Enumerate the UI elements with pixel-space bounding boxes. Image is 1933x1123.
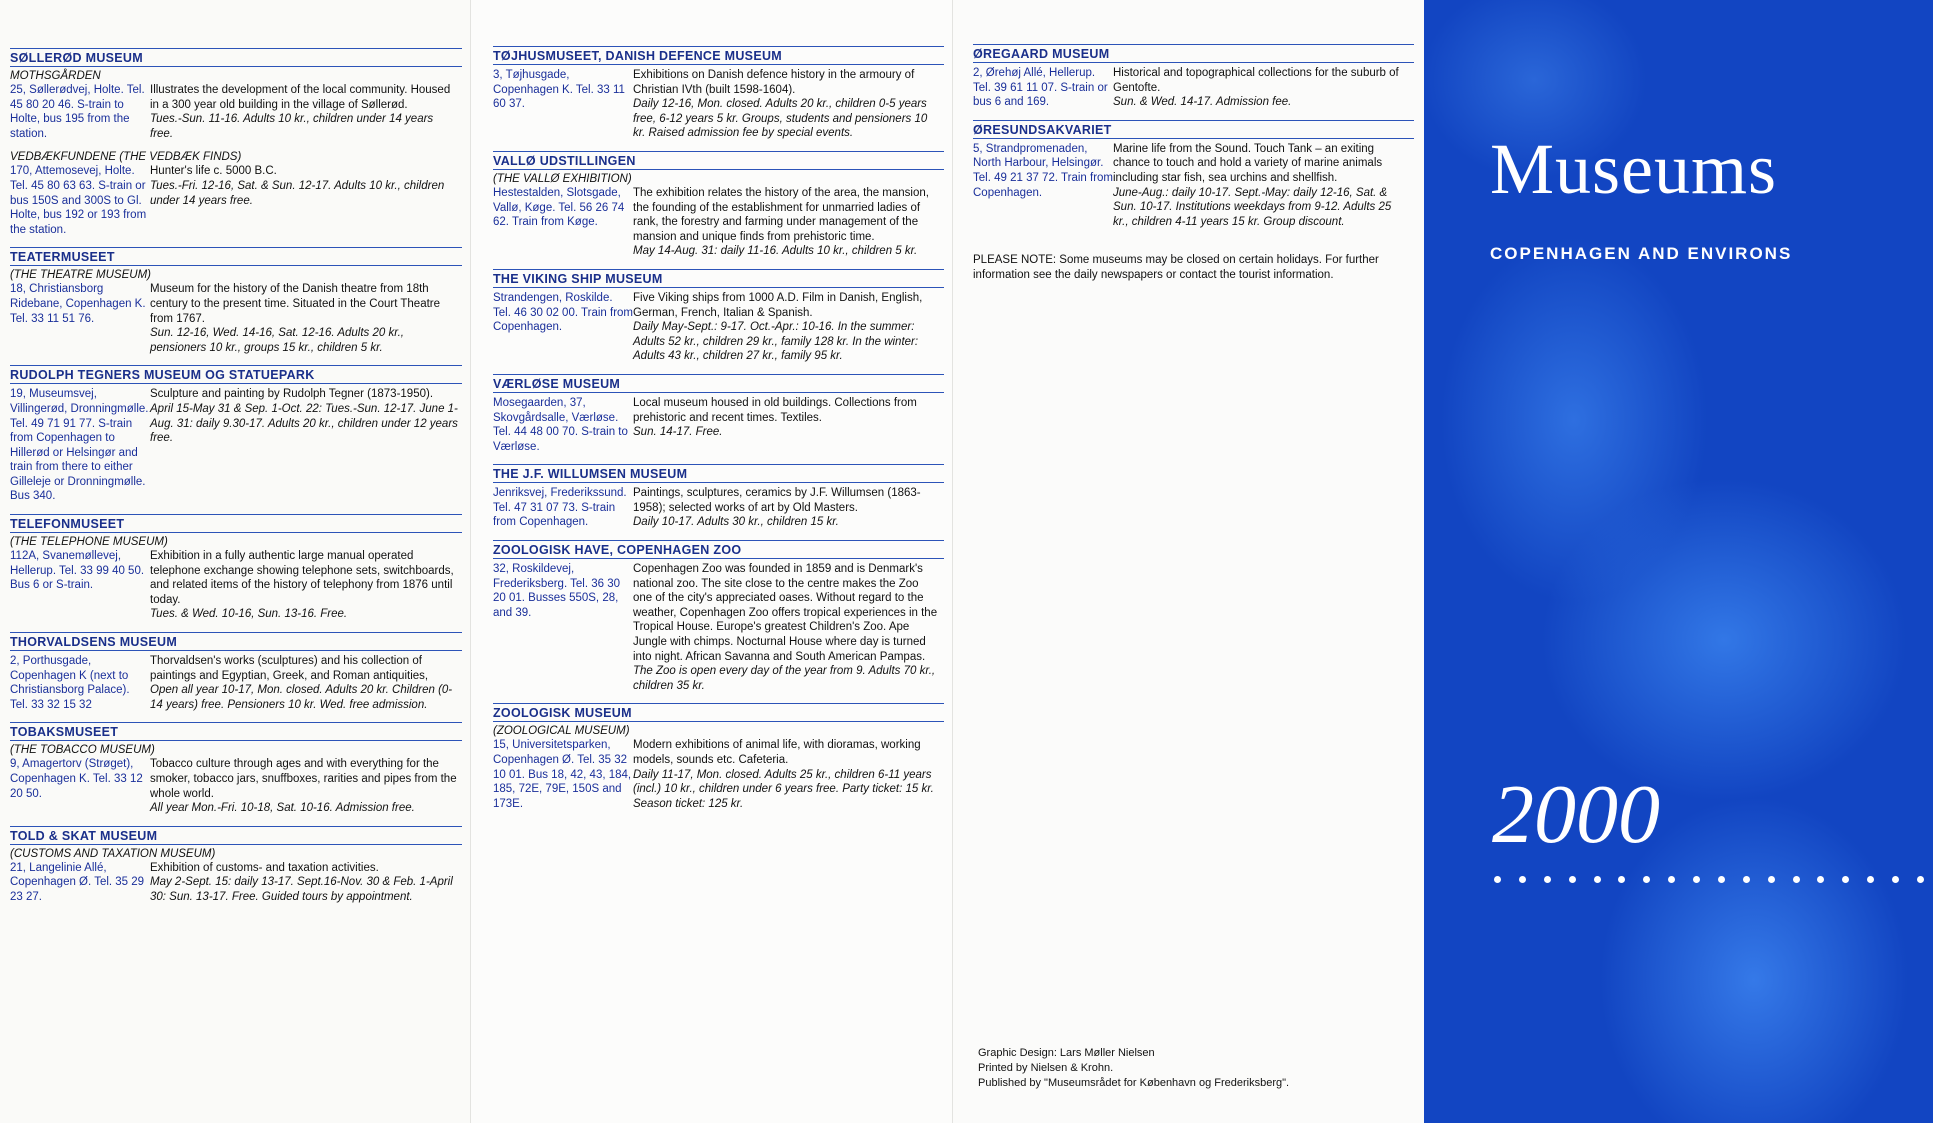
- museum-details: [493, 291, 944, 364]
- museum-description: Exhibitions on Danish defence history in the armoury of Christian IVth (built 1598-1604).: [633, 69, 915, 96]
- museum-address: Jenriksvej, Frederikssund. Tel. 47 31 07 73. S-train from Copenhagen.: [493, 487, 627, 529]
- museum-info: [633, 186, 944, 259]
- museum-details: [10, 861, 462, 905]
- museum-hours: Daily 12-16, Mon. closed. Adults 20 kr., children 0-5 years free, 6-12 years 5 kr. Groups, students and pensioners 10 kr. Raised admission fee by special events.: [633, 98, 928, 140]
- cover-dot: [1917, 876, 1924, 883]
- cover-dot: [1618, 876, 1625, 883]
- credit-publisher: Published by "Museumsrådet for København og Frederiksberg".: [978, 1077, 1290, 1089]
- museum-name: TOLD & SKAT MUSEUM: [10, 826, 462, 845]
- museum-subtitle: (THE TELEPHONE MUSEUM): [10, 536, 168, 549]
- museum-details: [10, 549, 462, 622]
- cover-dot: [1693, 876, 1700, 883]
- museum-info: [633, 562, 944, 693]
- cover-dot: [1494, 876, 1501, 883]
- museum-info: [150, 654, 462, 712]
- museum-name: THORVALDSENS MUSEUM: [10, 632, 462, 651]
- museum-description: Paintings, sculptures, ceramics by J.F. Willumsen (1863-1958); selected works of art by Old Masters.: [633, 487, 921, 514]
- museum-details: [10, 282, 462, 355]
- museum-subtitle: (THE VALLØ EXHIBITION): [493, 172, 632, 185]
- museum-address: 19, Museumsvej, Villingerød, Dronningmølle. Tel. 49 71 91 77. S-train from Copenhagen to Hillerød or Helsingør and train from there to either Gilleleje or Dronningmølle. Bus 340.: [10, 388, 149, 503]
- museum-address: 15, Universitetsparken, Copenhagen Ø. Tel. 35 32 10 01. Bus 18, 42, 43, 184, 185, 72E, 79E, 150S and 173E.: [493, 739, 632, 810]
- museum-description: Copenhagen Zoo was founded in 1859 and is Denmark's national zoo. The site close to the centre makes the Zoo one of the city's appreciated oases. Without regard to the weather, Copenhagen Zoo offers tropical experiences in the Tropical House. Europe's greatest Children's Zoo. Ape Jungle with chimps. Nocturnal House where day is turned into night. African Savanna and South American Pampas.: [633, 563, 938, 663]
- museum-entry: [493, 540, 944, 693]
- cover-dot: [1743, 876, 1750, 883]
- museum-entry: [10, 365, 462, 504]
- museum-name: RUDOLPH TEGNERS MUSEUM OG STATUEPARK: [10, 365, 462, 384]
- museum-subtitle: MOTHSGÅRDEN: [10, 70, 101, 82]
- cover-title: Museums: [1490, 129, 1778, 209]
- museum-entry: [10, 247, 462, 355]
- museum-details: [493, 486, 944, 530]
- credits: [978, 1046, 1289, 1091]
- museum-details: [493, 738, 944, 811]
- museum-hours: May 2-Sept. 15: daily 13-17. Sept.16-Nov. 30 & Feb. 1-April 30: Sun. 13-17. Free. Guided tours by appointment.: [150, 876, 453, 903]
- museum-entry: [493, 151, 944, 259]
- museum-address: 2, Porthusgade, Copenhagen K (next to Christiansborg Palace). Tel. 33 32 15 32: [10, 655, 130, 711]
- museum-entry: [10, 151, 462, 237]
- cover-dot: [1892, 876, 1899, 883]
- cover-dot: [1569, 876, 1576, 883]
- museum-description: Hunter's life c. 5000 B.C.: [150, 165, 277, 178]
- museum-description: Sculpture and painting by Rudolph Tegner (1873-1950).: [150, 388, 434, 401]
- museum-description: Historical and topographical collections for the suburb of Gentofte.: [1113, 67, 1399, 94]
- credit-design: Graphic Design: Lars Møller Nielsen: [978, 1047, 1155, 1059]
- cover-dot: [1544, 876, 1551, 883]
- museum-hours: Sun. 12-16, Wed. 14-16, Sat. 12-16. Adults 20 kr., pensioners 10 kr., groups 15 kr., children 5 kr.: [150, 327, 404, 354]
- museum-details: [493, 396, 944, 454]
- museum-info: [633, 738, 944, 811]
- museum-info: [1113, 66, 1414, 110]
- museum-hours: Sun. & Wed. 14-17. Admission fee.: [1113, 96, 1292, 109]
- museum-entry: [10, 826, 462, 905]
- cover-subtitle: COPENHAGEN AND ENVIRONS: [1490, 244, 1793, 263]
- museum-hours: The Zoo is open every day of the year from 9. Adults 70 kr., children 35 kr.: [633, 665, 936, 692]
- museum-details: [10, 757, 462, 815]
- museum-address: 170, Attemosevej, Holte. Tel. 45 80 63 63. S-train or bus 150S and 300S to Gl. Holte, bus 192 or 193 from the station.: [10, 165, 147, 236]
- museum-name: TOBAKSMUSEET: [10, 722, 462, 741]
- museum-address: Strandengen, Roskilde. Tel. 46 30 02 00. Train from Copenhagen.: [493, 291, 633, 334]
- cover-dot: [1817, 876, 1824, 883]
- museum-details: [10, 654, 462, 712]
- museum-hours: Daily 11-17, Mon. closed. Adults 25 kr., children 6-11 years (incl.) 10 kr., children under 6 years free. Party ticket: 15 kr. Season ticket: 125 kr.: [633, 768, 934, 810]
- museum-info: [150, 549, 462, 622]
- museum-name: SØLLERØD MUSEUM: [10, 48, 462, 67]
- cover-dot: [1519, 876, 1526, 883]
- museum-address: 5, Strandpromenaden, North Harbour, Helsingør. Tel. 49 21 37 72. Train from Copenhagen.: [973, 142, 1113, 199]
- cover-dot: [1842, 876, 1849, 883]
- cover-dot: [1768, 876, 1775, 883]
- panel-left: [0, 0, 470, 1123]
- museum-description: Exhibition in a fully authentic large manual operated telephone exchange showing telephone sets, switchboards, and related items of the history of telephony from 1876 until today.: [150, 550, 454, 606]
- museum-description: Marine life from the Sound. Touch Tank – an exiting chance to touch and hold a variety of marine animals including star fish, sea urchins and shellfish.: [1113, 142, 1383, 184]
- museum-hours: Tues. & Wed. 10-16, Sun. 13-16. Free.: [150, 608, 348, 621]
- museum-entry: [493, 703, 944, 811]
- museum-hours: June-Aug.: daily 10-17. Sept.-May: daily 12-16, Sat. & Sun. 10-17. Institutions weekdays from 9-12. Adults 25 kr., children 4-11 years 15 kr. Group discount.: [1113, 186, 1392, 228]
- cover-dot-row: [1494, 876, 1924, 883]
- museum-name: TØJHUSMUSEET, DANISH DEFENCE MUSEUM: [493, 46, 944, 65]
- museum-entry: [493, 46, 944, 141]
- museum-details: [973, 142, 1414, 230]
- museum-details: [10, 387, 462, 504]
- cover-dot: [1594, 876, 1601, 883]
- museum-entry: [493, 464, 944, 530]
- museum-description: Illustrates the development of the local community. Housed in a 300 year old building in the village of Søllerød.: [150, 84, 451, 111]
- museum-name: VALLØ UDSTILLINGEN: [493, 151, 944, 170]
- museum-name: ØRESUNDSAKVARIET: [973, 120, 1414, 139]
- museum-address: 112A, Svanemøllevej, Hellerup. Tel. 33 99 40 50. Bus 6 or S-train.: [10, 550, 145, 592]
- museum-name: ØREGAARD MUSEUM: [973, 44, 1414, 63]
- museum-name: THE J.F. WILLUMSEN MUSEUM: [493, 464, 944, 483]
- museum-address: 9, Amagertorv (Strøget), Copenhagen K. Tel. 33 12 20 50.: [10, 758, 143, 800]
- museum-info: [150, 757, 462, 815]
- museum-description: Exhibition of customs- and taxation activities.: [150, 861, 379, 874]
- museum-info: [633, 291, 944, 364]
- museum-name: THE VIKING SHIP MUSEUM: [493, 269, 944, 288]
- museum-hours: Daily 10-17. Adults 30 kr., children 15 kr.: [633, 516, 839, 529]
- panel-right-entries: [973, 44, 1414, 229]
- museum-name: TELEFONMUSEET: [10, 514, 462, 533]
- museum-address: 21, Langelinie Allé, Copenhagen Ø. Tel. 35 29 23 27.: [10, 861, 145, 903]
- cover-dot: [1718, 876, 1725, 883]
- panel-right: [952, 0, 1424, 1123]
- museum-description: The exhibition relates the history of the area, the mansion, the founding of the establishment for unmarried ladies of rank, the forestry and farming under management of the mansion and unique finds from prehistoric time.: [633, 186, 929, 243]
- museum-address: 18, Christiansborg Ridebane, Copenhagen K. Tel. 33 11 51 76.: [10, 283, 146, 325]
- holiday-note: PLEASE NOTE: Some museums may be closed on certain holidays. For further information see the daily newspapers or contact the tourist information.: [973, 254, 1379, 281]
- museum-entry: [493, 374, 944, 454]
- credit-printer: Printed by Nielsen & Krohn.: [978, 1062, 1114, 1074]
- museum-name: VÆRLØSE MUSEUM: [493, 374, 944, 393]
- museum-description: Museum for the history of the Danish theatre from 18th century to the present time. Situated in the Court Theatre from 1767.: [150, 283, 441, 325]
- museum-entry: [10, 722, 462, 815]
- museum-address: 32, Roskildevej, Frederiksberg. Tel. 36 30 20 01. Busses 550S, 28, and 39.: [493, 563, 620, 619]
- museum-description: Five Viking ships from 1000 A.D. Film in Danish, English, German, French, Italian & Spanish.: [633, 291, 923, 319]
- museum-hours: May 14-Aug. 31: daily 11-16. Adults 10 kr., children 5 kr.: [633, 245, 918, 258]
- museum-description: Modern exhibitions of animal life, with dioramas, working models, sounds etc. Cafeteria.: [633, 739, 921, 766]
- museum-info: [633, 396, 944, 454]
- museum-subtitle: (THE THEATRE MUSEUM): [10, 269, 151, 282]
- museum-entry: [973, 120, 1414, 230]
- museum-entry: [493, 269, 944, 364]
- museum-hours: Tues.-Fri. 12-16, Sat. & Sun. 12-17. Adults 10 kr., children under 14 years free.: [150, 179, 445, 207]
- museum-hours: Tues.-Sun. 11-16. Adults 10 kr., children under 14 years free.: [150, 113, 434, 140]
- museum-details: [973, 66, 1414, 110]
- museum-entry: [10, 48, 462, 141]
- museum-details: [493, 186, 944, 259]
- museum-hours: Open all year 10-17, Mon. closed. Adults 20 kr. Children (0-14 years) free. Pensioners 10 kr. Wed. free admission.: [150, 684, 453, 711]
- museum-hours: April 15-May 31 & Sep. 1-Oct. 22: Tues.-Sun. 12-17. June 1-Aug. 31: daily 9.30-17. Adults 20 kr., children under 12 years free.: [150, 402, 458, 445]
- cover-dot: [1867, 876, 1874, 883]
- museum-name: ZOOLOGISK HAVE, COPENHAGEN ZOO: [493, 540, 944, 559]
- museum-address: Mosegaarden, 37, Skovgårdsalle, Værløse. Tel. 44 48 00 70. S-train to Værløse.: [493, 396, 628, 453]
- museum-info: [150, 387, 462, 504]
- museum-subtitle: VEDBÆKFUNDENE (THE VEDBÆK FINDS): [10, 151, 242, 164]
- museum-entry: [10, 632, 462, 712]
- cover-dot: [1668, 876, 1675, 883]
- museum-address: 2, Ørehøj Allé, Hellerup. Tel. 39 61 11 07. S-train or bus 6 and 169.: [973, 67, 1108, 109]
- museum-details: [493, 68, 944, 141]
- panel-middle: [470, 0, 952, 1123]
- museum-details: [10, 83, 462, 141]
- cover-dot: [1643, 876, 1650, 883]
- museum-entry: [10, 514, 462, 622]
- museum-info: [150, 164, 462, 237]
- museum-hours: Sun. 14-17. Free.: [633, 426, 723, 439]
- museum-entry: [973, 44, 1414, 110]
- museum-address: 25, Søllerødvej, Holte. Tel. 45 80 20 46. S-train to Holte, bus 195 from the station.: [10, 84, 145, 140]
- museum-description: Tobacco culture through ages and with everything for the smoker, tobacco jars, snuffboxes, rarities and pipes from the whole world.: [150, 758, 457, 800]
- museum-info: [1113, 142, 1414, 230]
- museum-info: [150, 83, 462, 141]
- museum-name: TEATERMUSEET: [10, 247, 462, 266]
- museum-address: 3, Tøjhusgade, Copenhagen K. Tel. 33 11 60 37.: [493, 69, 625, 111]
- cover-panel: [1424, 0, 1933, 1123]
- cover-dot: [1793, 876, 1800, 883]
- museum-subtitle: (ZOOLOGICAL MUSEUM): [493, 725, 630, 738]
- museum-address: Hestestalden, Slotsgade, Vallø, Køge. Tel. 56 26 74 62. Train from Køge.: [493, 186, 625, 229]
- museum-info: [633, 68, 944, 141]
- museum-name: ZOOLOGISK MUSEUM: [493, 703, 944, 722]
- museum-details: [493, 562, 944, 693]
- cover-year: 2000: [1492, 768, 1660, 861]
- museum-details: [10, 164, 462, 237]
- museum-description: Thorvaldsen's works (sculptures) and his collection of paintings and Egyptian, Greek, and Roman antiquities,: [150, 655, 429, 682]
- museum-info: [150, 861, 462, 905]
- museum-info: [633, 486, 944, 530]
- museum-info: [150, 282, 462, 355]
- museum-hours: Daily May-Sept.: 9-17. Oct.-Apr.: 10-16. In the summer: Adults 52 kr., children 29 kr., family 128 kr. In the winter: Adults 43 kr., children 27 kr., family 95 kr.: [633, 321, 919, 363]
- museum-subtitle: (THE TOBACCO MUSEUM): [10, 744, 155, 757]
- museum-hours: All year Mon.-Fri. 10-18, Sat. 10-16. Admission free.: [150, 802, 415, 815]
- museum-description: Local museum housed in old buildings. Collections from prehistoric and recent times. Textiles.: [633, 396, 917, 424]
- museum-subtitle: (CUSTOMS AND TAXATION MUSEUM): [10, 847, 216, 860]
